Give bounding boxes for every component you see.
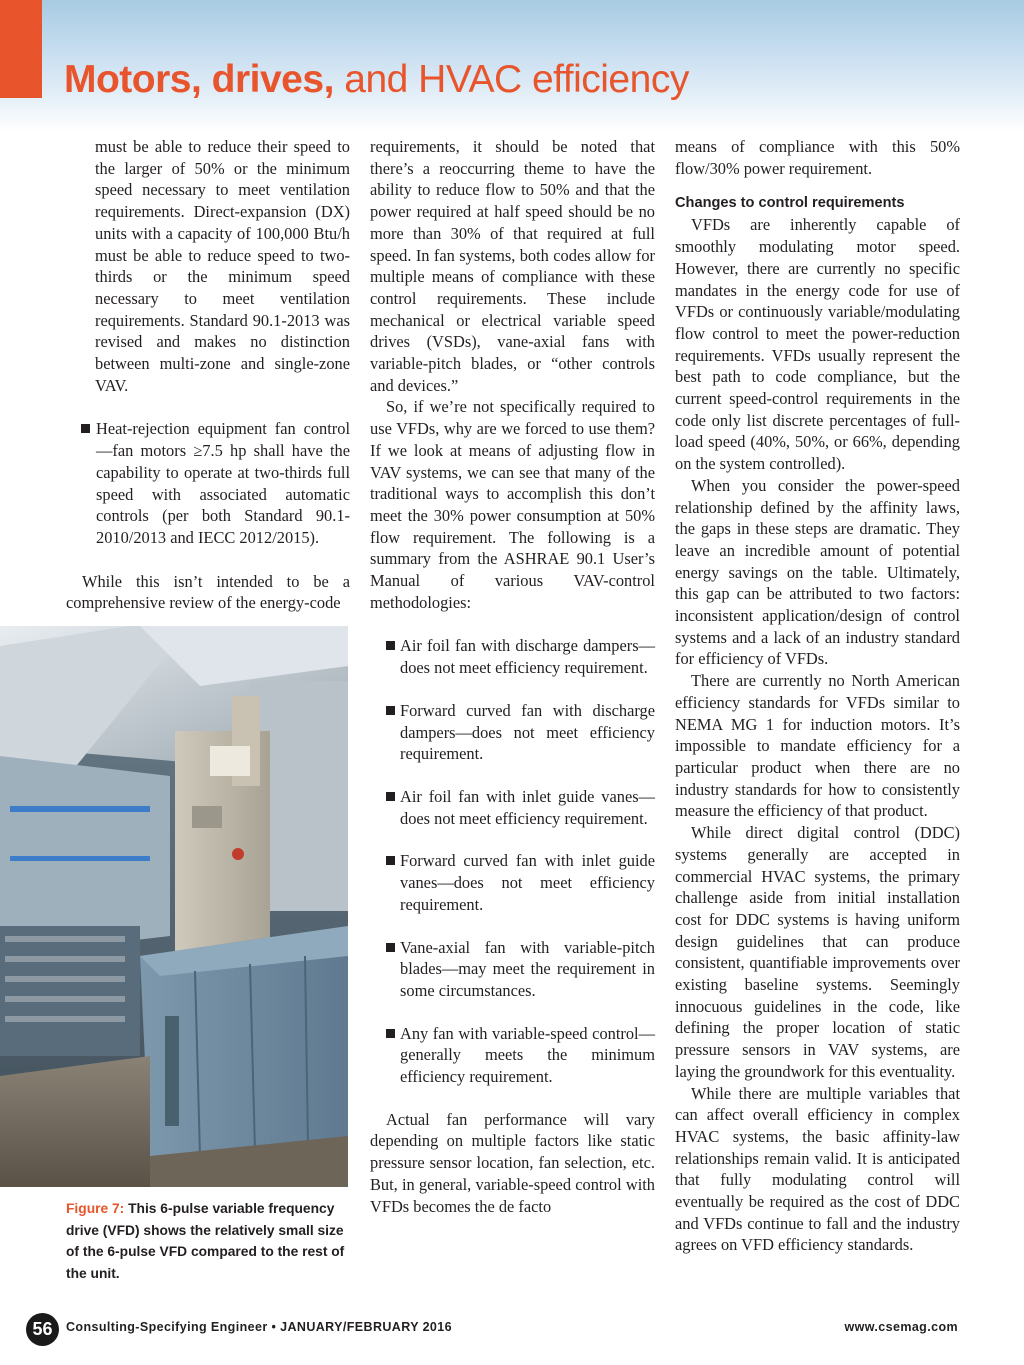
bullet-square-icon [386, 706, 395, 715]
column3-paragraph-5: While direct digital control (DDC) systems generally are accepted in commercial HVAC systems, the primary challenge aside from initial installation cost for DDC systems is having uniform design guidelines that can produce consistent, quantifiable improvements over existing baseline systems. Seemingly innocuous guidelines in the code, like defining the proper location of static pressure sensors in VAV systems, are laying the groundwork for this eventuality. [675, 823, 960, 1081]
subhead-control-requirements: Changes to control requirements [675, 195, 905, 212]
column2-paragraph-1: requirements, it should be noted that there’s a reoccurring theme to have the ability to reduce flow to 50% and that the power required at half speed should be no more than 30% of that required at full speed. In fan systems, both codes allow for multiple means of compliance with these control requirements. These include mechanical or electrical variable speed drives (VSDs), vane-axial fans with variable-pitch blades, or “other controls and devices.” [370, 137, 655, 395]
bullet-square-icon [386, 641, 395, 650]
list-item [370, 1023, 655, 1088]
list-item-text: Air foil fan with discharge dampers—does not meet efficiency requirement. [400, 636, 655, 678]
publication-line: Consulting-Specifying Engineer • JANUARY/FEBRUARY 2016 [66, 1320, 452, 1334]
list-item-text: Forward curved fan with discharge dampers—does not meet efficiency requirement. [400, 700, 655, 764]
column3-paragraph-4: There are currently no North American efficiency standards for VFDs similar to NEMA MG 1 for induction motors. It’s impossible to mandate efficiency for a particular product when there are no industry standards for how to consistently measure the efficiency of that product. [675, 671, 960, 821]
section-tab [0, 0, 42, 98]
list-item [370, 937, 655, 1002]
list-item-text: Any fan with variable-speed control—generally meets the minimum efficiency requirement. [400, 1023, 655, 1087]
column1-bullet [66, 418, 350, 548]
bullet-square-icon [386, 792, 395, 801]
column3-paragraph-3: When you consider the power-speed relationship defined by the affinity laws, the gaps in these steps are dramatic. They leave an incredible amount of potential energy savings on the table. Ultimately, this gap can be attributed to two factors: inconsistent application/design of control systems and a lack of an industry standard for efficiency of VFDs. [675, 475, 960, 669]
list-item [370, 635, 655, 678]
figure-label: Figure 7: [66, 1201, 125, 1216]
list-item [370, 850, 655, 915]
column3-paragraph-6: While there are multiple variables that can affect overall efficiency in complex HVAC systems, the basic affinity-law relationships remain valid. It is anticipated that fully modulating control will eventually be required as the cost of DDC and VFDs continue to fall and the industry agrees on VFD efficiency standards. [675, 1083, 960, 1255]
column3-paragraph-1: means of compliance with this 50% flow/30% power requirement. [675, 137, 960, 178]
column-3 [675, 136, 960, 1256]
column1-continued-paragraph: must be able to reduce their speed to the larger of 50% or the minimum speed necessary to meet ventilation requirements. Direct-expansion (DX) units with a capacity of 100,000 Btu/h must be able to reduce speed to two-thirds or the minimum speed necessary to meet ventilation requirements. Standard 90.1-2013 was revised and makes no distinction between multi-zone and single-zone VAV. [95, 137, 350, 395]
list-item-text: Air foil fan with inlet guide vanes—does not meet efficiency requirement. [400, 786, 655, 828]
bullet-square-icon [386, 943, 395, 952]
figure-caption-text: This 6-pulse variable frequency drive (VFD) shows the relatively small size of the 6-pulse VFD compared to the rest of the unit. [66, 1201, 345, 1282]
column1-bullet-text: Heat-rejection equipment fan control—fan motors ≥7.5 hp shall have the capability to operate at two-thirds full speed with associated automatic controls (per both Standard 90.1-2010/2013 and IECC 2012/2015). [96, 419, 350, 547]
page-number: 56 [26, 1313, 59, 1346]
figure-7-photo [0, 626, 348, 1187]
column3-paragraph-2: VFDs are inherently capable of smoothly modulating motor speed. However, there are currently no specific mandates in the energy code for use of VFDs or continuously variable/modulating flow control to meet the power-reduction requirements. VFDs usually represent the best path to code compliance, but the current speed-control requirements in the code only list discrete percentages of full-load speed (40%, 50%, or 66%, depending on the system controlled). [675, 215, 960, 474]
bullet-square-icon [386, 856, 395, 865]
column2-paragraph-2: So, if we’re not specifically required to use VFDs, why are we forced to use them? If we look at means of adjusting flow in VAV systems, we can see that many of the traditional ways to accomplish this don’t meet the 30% power consumption at 50% flow requirement. The following is a summary from the ASHRAE 90.1 User’s Manual of various VAV-control methodologies: [370, 397, 655, 612]
list-item-text: Vane-axial fan with variable-pitch blades—may meet the requirement in some circumstances. [400, 937, 655, 1000]
list-item-text: Forward curved fan with inlet guide vanes—does not meet efficiency requirement. [400, 851, 655, 914]
bullet-square-icon [386, 1029, 395, 1038]
page-title-bold: Motors, drives, [64, 58, 334, 101]
column-1 [66, 136, 350, 614]
page-title [64, 56, 689, 104]
figure-caption [66, 1198, 356, 1285]
page-title-rest: and HVAC efficiency [344, 58, 689, 101]
column-2 [370, 136, 655, 1217]
bullet-square-icon [81, 424, 90, 433]
website-link[interactable]: www.csemag.com [844, 1320, 958, 1334]
list-item [370, 700, 655, 765]
column1-paragraph: While this isn’t intended to be a comprehensive review of the energy-code [66, 571, 350, 613]
list-item [370, 786, 655, 829]
column2-paragraph-3: Actual fan performance will vary depending on multiple factors like static pressure sensor location, fan selection, etc. But, in general, variable-speed control with VFDs becomes the de facto [370, 1109, 655, 1216]
